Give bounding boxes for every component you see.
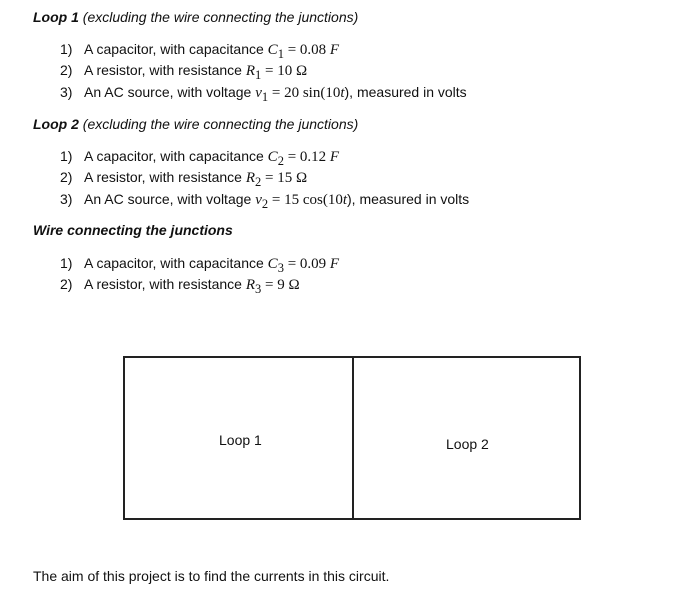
- list-item: 3) An AC source, with voltage $v_2 = 15$ cos(10t), measured in volts: [60, 191, 470, 211]
- list-item: 2) A resistor, with resistance $R_1 = 10$ Ω: [60, 62, 308, 82]
- loop2-heading: Loop 2 (excluding the wire connecting the junctions): [33, 116, 359, 132]
- loop1-heading: Loop 1 (excluding the wire connecting the junctions): [33, 9, 359, 25]
- list-item: 1) A capacitor, with capacitance $C_3 = 0.09$ F: [60, 255, 340, 275]
- list-item: 2) A resistor, with resistance $R_3 = 9$ Ω: [60, 276, 300, 296]
- circuit-diagram: [123, 356, 581, 520]
- wire-heading: Wire connecting the junctions: [33, 222, 233, 238]
- list-item: 1) A capacitor, with capacitance $C_2 = 0.12$ F: [60, 148, 340, 168]
- loop2-label: Loop 2: [446, 436, 489, 452]
- loop1-label: Loop 1: [219, 432, 262, 448]
- list-item: 1) A capacitor, with capacitance $C_1 = 0.08$ F: [60, 41, 340, 61]
- project-aim-text: The aim of this project is to find the currents in this circuit.: [33, 568, 390, 584]
- junction-wire: [352, 358, 354, 518]
- list-item: 3) An AC source, with voltage $v_1 = 20$ sin(10t), measured in volts: [60, 84, 467, 104]
- list-item: 2) A resistor, with resistance $R_2 = 15$ Ω: [60, 169, 308, 189]
